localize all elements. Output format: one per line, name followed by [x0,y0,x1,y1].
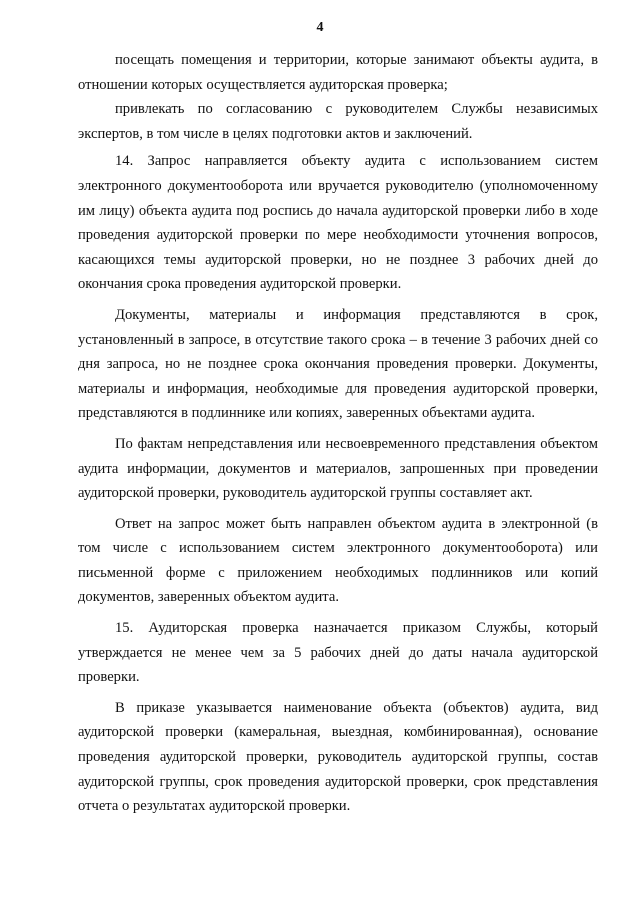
paragraph-3: 14. Запрос направляется объекту аудита с использованием систем электронного документооборота или вручается руководителю (уполномоченному им лицу) объекта аудита под роспись до начала аудиторской проверки либо в ходе проведения аудиторской проверки по мере необходимости уточнения вопросов, касающихся темы аудиторской проверки, но не позднее 3 рабочих дней до окончания срока проведения аудиторской проверки. [78,153,598,293]
document-body [78,46,598,819]
paragraph-2: привлекать по согласованию с руководителем Службы независимых экспертов, в том числе в целях подготовки актов и заключений. [78,101,598,142]
paragraph-1: посещать помещения и территории, которые занимают объекты аудита, в отношении которых осуществляется аудиторская проверка; [78,52,598,93]
paragraph-6: Ответ на запрос может быть направлен объектом аудита в электронной (в том числе с использованием систем электронного документооборота) или письменной форме с приложением необходимых подлинников или копий документов, заверенных объектом аудита. [78,515,598,606]
page-number: 4 [316,20,324,35]
paragraph-8: В приказе указывается наименование объекта (объектов) аудита, вид аудиторской проверки (камеральная, выездная, комбинированная), основание проведения аудиторской проверки, руководитель аудиторской группы, состав аудиторской группы, срок проведения аудиторской проверки, срок представления отчета о результатах аудиторской проверки. [78,699,598,815]
paragraph-7: 15. Аудиторская проверка назначается приказом Службы, который утверждается не менее чем за 5 рабочих дней до даты начала аудиторской проверки. [78,620,598,686]
paragraph-4: Документы, материалы и информация представляются в срок, установленный в запросе, в отсутствие такого срока – в течение 3 рабочих дней со дня запроса, но не позднее срока окончания проведения проверки. Документы, материалы и информация, необходимые для проведения аудиторской проверки, представляются в подлиннике или копиях, заверенных объектами аудита. [78,306,598,422]
paragraph-5: По фактам непредставления или несвоевременного представления объектом аудита информации, документов и материалов, запрошенных при проведении аудиторской проверки, руководитель аудиторской группы составляет акт. [78,435,598,502]
